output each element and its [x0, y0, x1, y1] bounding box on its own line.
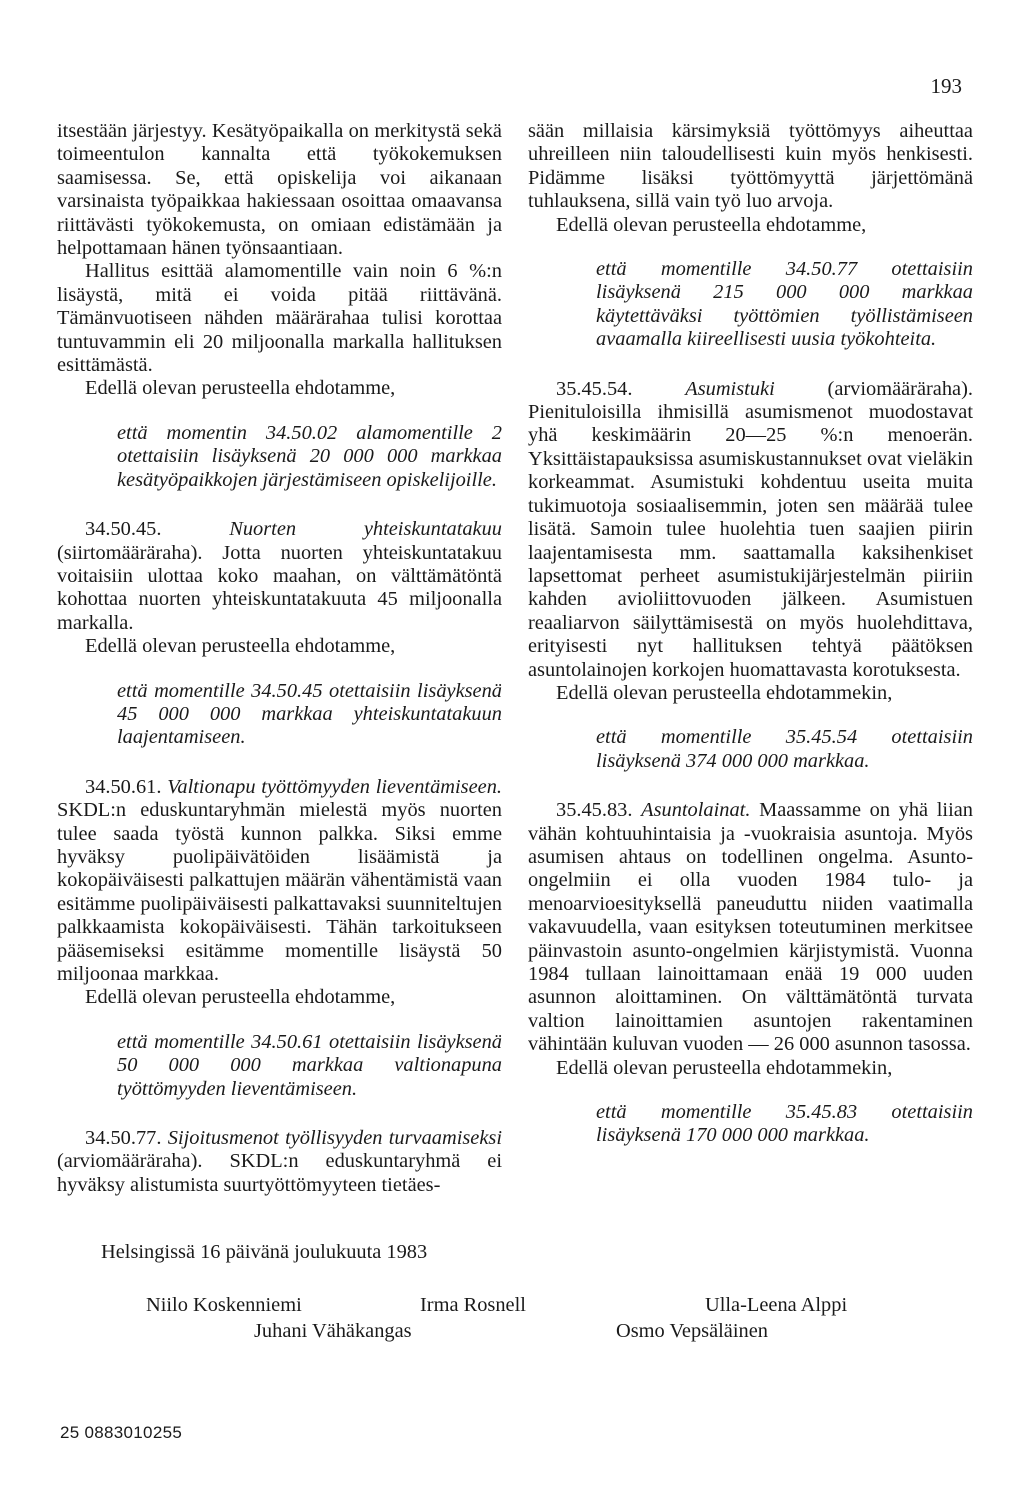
- signatory-name: Osmo Vepsäläinen: [616, 1320, 768, 1342]
- signatory-name: Juhani Vähäkangas: [254, 1320, 412, 1342]
- section-text: (arviomääräraha). SKDL:n eduskuntaryhmä ei hyväksy alistumista suurtyöttömyyteen tietäes-: [57, 1150, 502, 1196]
- section-paragraph: [57, 518, 502, 635]
- motion-text: että momentille 35.45.54 otettaisiin lisäyksenä 374 000 000 markkaa.: [596, 726, 973, 772]
- section-title: Asuntolainat.: [641, 799, 751, 822]
- paragraph: Edellä olevan perusteella ehdotamme,: [85, 635, 396, 658]
- section-text: Maassamme on yhä liian vähän kohtuuhintaisia ja -vuokraisia asuntoja. Myös asumisen ahtaus on todellinen ongelma. Asunto-ongelmiin ei olla vuoden 1984 tulo- ja menoarvioesityksellä paneuduttu niiden vaatimalla vakavuudella, vaan esityksen toteutuminen merkitsee päinvastoin asunto-ongelmien kärjistymistä. Vuonna 1984 tullaan lainoittamaan enää 19 000 uuden asunnon aloittaminen. On välttämätöntä turvata valtion lainoittamien asuntojen rakentaminen vähintään kuluvan vuoden — 26 000 asunnon tasossa.: [528, 799, 973, 1056]
- section-paragraph: [57, 1127, 502, 1197]
- paragraph: sään millaisia kärsimyksiä työttömyys aiheuttaa uhreilleen niin taloudellisesti kuin myös henkisesti. Pidämme lisäksi työttömyyttä järjettömänä tuhlauksena, sillä vain työ luo arvoja.: [528, 120, 973, 213]
- section-text: SKDL:n eduskuntaryhmän mielestä myös nuorten tulee saada työstä kunnon palkka. Siksi emme hyväksy puolipäivätöiden lisäämistä ja kokopäiväisesti palkattujen määrän vähentämistä vaan esitämme puolipäiväisesti palkattavaksi suunniteltujen palkkaamista kokopäiväisesti. Tähän tarkoitukseen pääsemiseksi esitämme momentille lisäystä 50 miljoonaa markkaa.: [57, 799, 502, 985]
- section-number: 34.50.45.: [85, 518, 162, 541]
- section-text: (siirtomääräraha). Jotta nuorten yhteiskuntatakuu voitaisiin ulottaa koko maahan, on välttämätöntä kohottaa nuorten yhteiskuntatakuuta 45 miljoonalla markalla.: [57, 541, 502, 634]
- section-paragraph: [528, 378, 973, 682]
- section-number: 34.50.77.: [85, 1127, 162, 1150]
- signatory-name: Niilo Koskenniemi: [146, 1294, 302, 1316]
- paragraph: Edellä olevan perusteella ehdotamme,: [85, 377, 396, 400]
- section-title: Valtionapu työttömyyden lieventämiseen.: [167, 775, 502, 798]
- section-number: 35.45.54.: [556, 377, 633, 400]
- print-code: 25 0883010255: [60, 1423, 183, 1442]
- paragraph: Edellä olevan perusteella ehdotammekin,: [556, 681, 893, 704]
- motion-text: että momentille 34.50.77 otettaisiin lisäyksenä 215 000 000 markkaa käytettäväksi työttömien työllistämiseen avaamalla kiireellisesti uusia työkohteita.: [596, 258, 973, 351]
- section-text: (arviomääräraha). Pienituloisilla ihmisillä asumismenot muodostavat yhä keskimäärin 20—25 %:n menoerän. Yksittäistapauksissa asumiskustannukset ovat vieläkin korkeammat. Asumistuki kohdentuu useita muita tukimuotoja sosiaalisemmin, joten sen määrää tulee lisätä. Samoin tulee huolehtia tuen saajien piirin laajentamisesta mm. saattamalla kaksihenkiset lapsettomat perheet asumistukijärjestelmän piiriin kahden avioliittovuoden jälkeen. Asumistuen reaaliarvon säilyttämisestä on myös huolehdittava, erityisesti nyt hallituksen tehtyä päätöksen asuntolainojen korkojen huomattavasta korotuksesta.: [528, 377, 973, 681]
- section-title: Sijoitusmenot työllisyyden turvaamiseksi: [167, 1127, 502, 1150]
- signatory-name: Ulla-Leena Alppi: [705, 1294, 848, 1316]
- section-number: 34.50.61.: [85, 775, 162, 798]
- motion-text: että momentin 34.50.02 alamomentille 2 otettaisiin lisäyksenä 20 000 000 markkaa kesätyöpaikkojen järjestämiseen opiskelijoille.: [117, 421, 502, 491]
- section-title: Nuorten yhteiskuntatakuu: [229, 518, 502, 541]
- signatories: [0, 1294, 1024, 1354]
- section-paragraph: [57, 776, 502, 987]
- motion-text: että momentille 34.50.61 otettaisiin lisäyksenä 50 000 000 markkaa valtionapuna työttömyyden lieventämiseen.: [117, 1030, 502, 1100]
- motion-text: että momentille 34.50.45 otettaisiin lisäyksenä 45 000 000 markkaa yhteiskuntatakuun laajentamiseen.: [117, 679, 502, 749]
- section-paragraph: [528, 799, 973, 1056]
- motion-text: että momentille 35.45.83 otettaisiin lisäyksenä 170 000 000 markkaa.: [596, 1101, 973, 1147]
- paragraph: Hallitus esittää alamomentille vain noin 6 %:n lisäystä, mitä ei voida pitää riittävänä. Tämänvuotiseen nähden määrärahaa tulisi korottaa tuntuvammin eli 20 miljoonalla markalla hallituksen esittämästä.: [57, 260, 502, 377]
- place-and-date: Helsingissä 16 päivänä joulukuuta 1983: [101, 1241, 428, 1263]
- paragraph: itsestään järjestyy. Kesätyöpaikalla on merkitystä sekä toimeentulon kannalta että työkokemuksen saamisessa. Se, että opiskelija voi aikanaan varsinaista työpaikkaa hakiessaan osoittaa omaavansa riittävästi työkokemusta, on omiaan edistämään ja helpottamaan hänen työnsaantiaan.: [57, 120, 502, 260]
- section-title: Asumistuki: [685, 377, 775, 400]
- paragraph: Edellä olevan perusteella ehdotammekin,: [556, 1056, 893, 1079]
- left-column: [57, 120, 502, 1197]
- page-number: 193: [930, 74, 962, 98]
- signatory-name: Irma Rosnell: [420, 1294, 526, 1316]
- paragraph: Edellä olevan perusteella ehdotamme,: [556, 213, 867, 236]
- right-column: [528, 120, 973, 1174]
- paragraph: Edellä olevan perusteella ehdotamme,: [85, 986, 396, 1009]
- section-number: 35.45.83.: [556, 799, 633, 822]
